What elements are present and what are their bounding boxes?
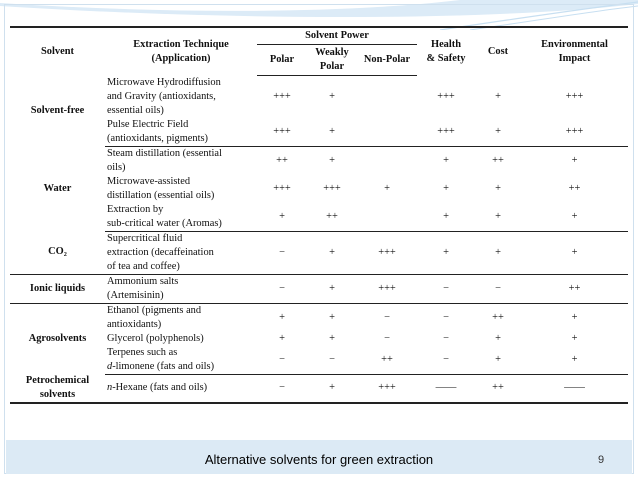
solvent-cell: Solvent-free [30,104,85,116]
nonpolar-rating-cell: +++ [357,231,417,274]
technique-cell [105,118,257,147]
technique-line: d-limonene (fats and oils) [107,360,215,372]
nonpolar-rating-cell: + [384,182,390,194]
technique-line: Microwave Hydrodiffusion [107,76,221,88]
weakly-rating-cell: + [307,231,357,274]
cost-rating-cell: + [495,332,501,344]
env-rating-cell: —— [521,374,628,403]
nonpolar-rating-cell: +++ [357,374,417,403]
technique-line: Ethanol (pigments and [107,304,202,316]
table-row [10,303,628,332]
cost-rating-cell: ++ [492,154,504,166]
cost-rating-cell: − [475,274,521,303]
technique-line: essential oils) [107,104,164,116]
technique-cell [105,332,257,346]
cost-rating-cell: + [495,90,501,102]
technique-cell [105,146,257,175]
health-rating-cell: − [417,346,475,375]
health-rating-cell: − [443,311,449,323]
technique-line: Supercritical fluid [107,232,183,244]
env-rating-cell: +++ [521,118,628,147]
polar-rating-cell: + [279,311,285,323]
polar-rating-cell: ++ [276,154,288,166]
header-health: Health & Safety [417,27,475,76]
nonpolar-rating-cell [357,146,417,175]
weakly-rating-cell: +++ [323,182,341,194]
technique-line: and Gravity (antioxidants, [107,90,216,102]
solvent-cell: Agrosolvents [28,332,87,344]
header-polar: Polar [257,45,307,76]
cost-rating-cell: + [475,203,521,232]
nonpolar-rating-cell: − [384,332,390,344]
technique-cell [105,274,257,303]
cost-rating-cell: + [475,346,521,375]
nonpolar-rating-cell [357,118,417,147]
polar-rating-cell: +++ [273,90,291,102]
env-rating-cell: + [571,332,578,344]
health-rating-cell: + [417,231,475,274]
table-row [10,274,628,303]
technique-cell [105,203,257,232]
cost-rating-cell: + [475,231,521,274]
health-rating-cell: + [443,154,449,166]
nonpolar-rating-cell: ++ [357,346,417,375]
cost-rating-cell: + [495,182,501,194]
env-rating-cell: ++ [568,182,581,194]
technique-cell [105,303,257,332]
table-row [10,231,628,274]
health-rating-cell: —— [417,374,475,403]
nonpolar-rating-cell: − [384,311,390,323]
solvent-cell: Water [43,182,72,194]
header-non-polar: Non-Polar [357,45,417,76]
table-row [10,76,628,118]
header-row-1 [10,27,628,45]
polar-rating-cell: + [279,332,285,344]
polar-rating-cell: +++ [273,182,291,194]
solvent-cell: CO₂ [10,231,105,274]
health-rating-cell: + [417,203,475,232]
technique-cell [105,346,257,375]
technique-cell [105,175,257,203]
weakly-rating-cell: + [307,274,357,303]
weakly-rating-cell: − [307,346,357,375]
header-cost: Cost [475,27,521,76]
header-solvent: Solvent [10,27,105,76]
health-rating-cell: + [443,182,449,194]
env-rating-cell: + [571,154,578,166]
polar-rating-cell: − [257,374,307,403]
technique-line: Ammonium salts [107,275,179,287]
polar-rating-cell: − [257,346,307,375]
polar-rating-cell: − [257,274,307,303]
technique-cell [105,374,257,403]
nonpolar-rating-cell [357,203,417,232]
env-rating-cell: +++ [565,90,584,102]
header-technique: Extraction Technique (Application) [105,27,257,76]
env-rating-cell: ++ [521,274,628,303]
health-rating-cell: − [417,274,475,303]
technique-line: (antioxidants, pigments) [107,132,209,144]
weakly-rating-cell: + [307,118,357,147]
technique-line: Microwave-assisted [107,175,191,187]
polar-rating-cell: +++ [257,118,307,147]
technique-line: n-Hexane (fats and oils) [107,382,208,394]
technique-line: antioxidants) [107,318,162,330]
technique-cell [105,231,257,274]
polar-rating-cell: − [257,231,307,274]
health-rating-cell: − [443,332,449,344]
technique-line: Extraction by [107,203,164,215]
solvent-cell: Petrochemical solvents [10,374,105,403]
health-rating-cell: +++ [437,90,455,102]
nonpolar-rating-cell: +++ [357,274,417,303]
table-row [10,374,628,403]
technique-line: Glycerol (polyphenols) [107,332,204,344]
slide-caption: Alternative solvents for green extraction [204,452,434,467]
technique-cell [105,76,257,118]
technique-line: distillation (essential oils) [107,189,215,201]
header-weakly-polar: Weakly Polar [307,45,357,76]
technique-line: sub-critical water (Aromas) [107,217,222,229]
table-body [10,76,628,404]
technique-line: (Artemisinin) [107,289,164,301]
technique-line: extraction (decaffeination [107,246,214,258]
solvent-cell: Ionic liquids [10,274,105,303]
weakly-rating-cell: + [329,311,335,323]
weakly-rating-cell: + [329,154,335,166]
polar-rating-cell: + [257,203,307,232]
table-row [10,146,628,175]
env-rating-cell: + [521,231,628,274]
weakly-rating-cell: ++ [307,203,357,232]
technique-line: Terpenes such as [107,346,178,358]
technique-line: Pulse Electric Field [107,118,189,130]
cost-rating-cell: ++ [492,311,504,323]
technique-line: of tea and coffee) [107,260,180,272]
header-environmental: Environmental Impact [521,27,628,76]
health-rating-cell: +++ [417,118,475,147]
env-rating-cell: + [521,203,628,232]
weakly-rating-cell: + [329,332,335,344]
header-solvent-power: Solvent Power [257,27,417,45]
page-number: 9 [598,454,605,466]
env-rating-cell: + [521,346,628,375]
technique-line: oils) [107,161,126,173]
nonpolar-rating-cell [357,76,417,118]
weakly-rating-cell: + [307,374,357,403]
cost-rating-cell: ++ [475,374,521,403]
cost-rating-cell: + [475,118,521,147]
env-rating-cell: + [571,311,578,323]
technique-line: Steam distillation (essential [107,147,222,159]
solvents-table [10,26,628,404]
weakly-rating-cell: + [329,90,335,102]
